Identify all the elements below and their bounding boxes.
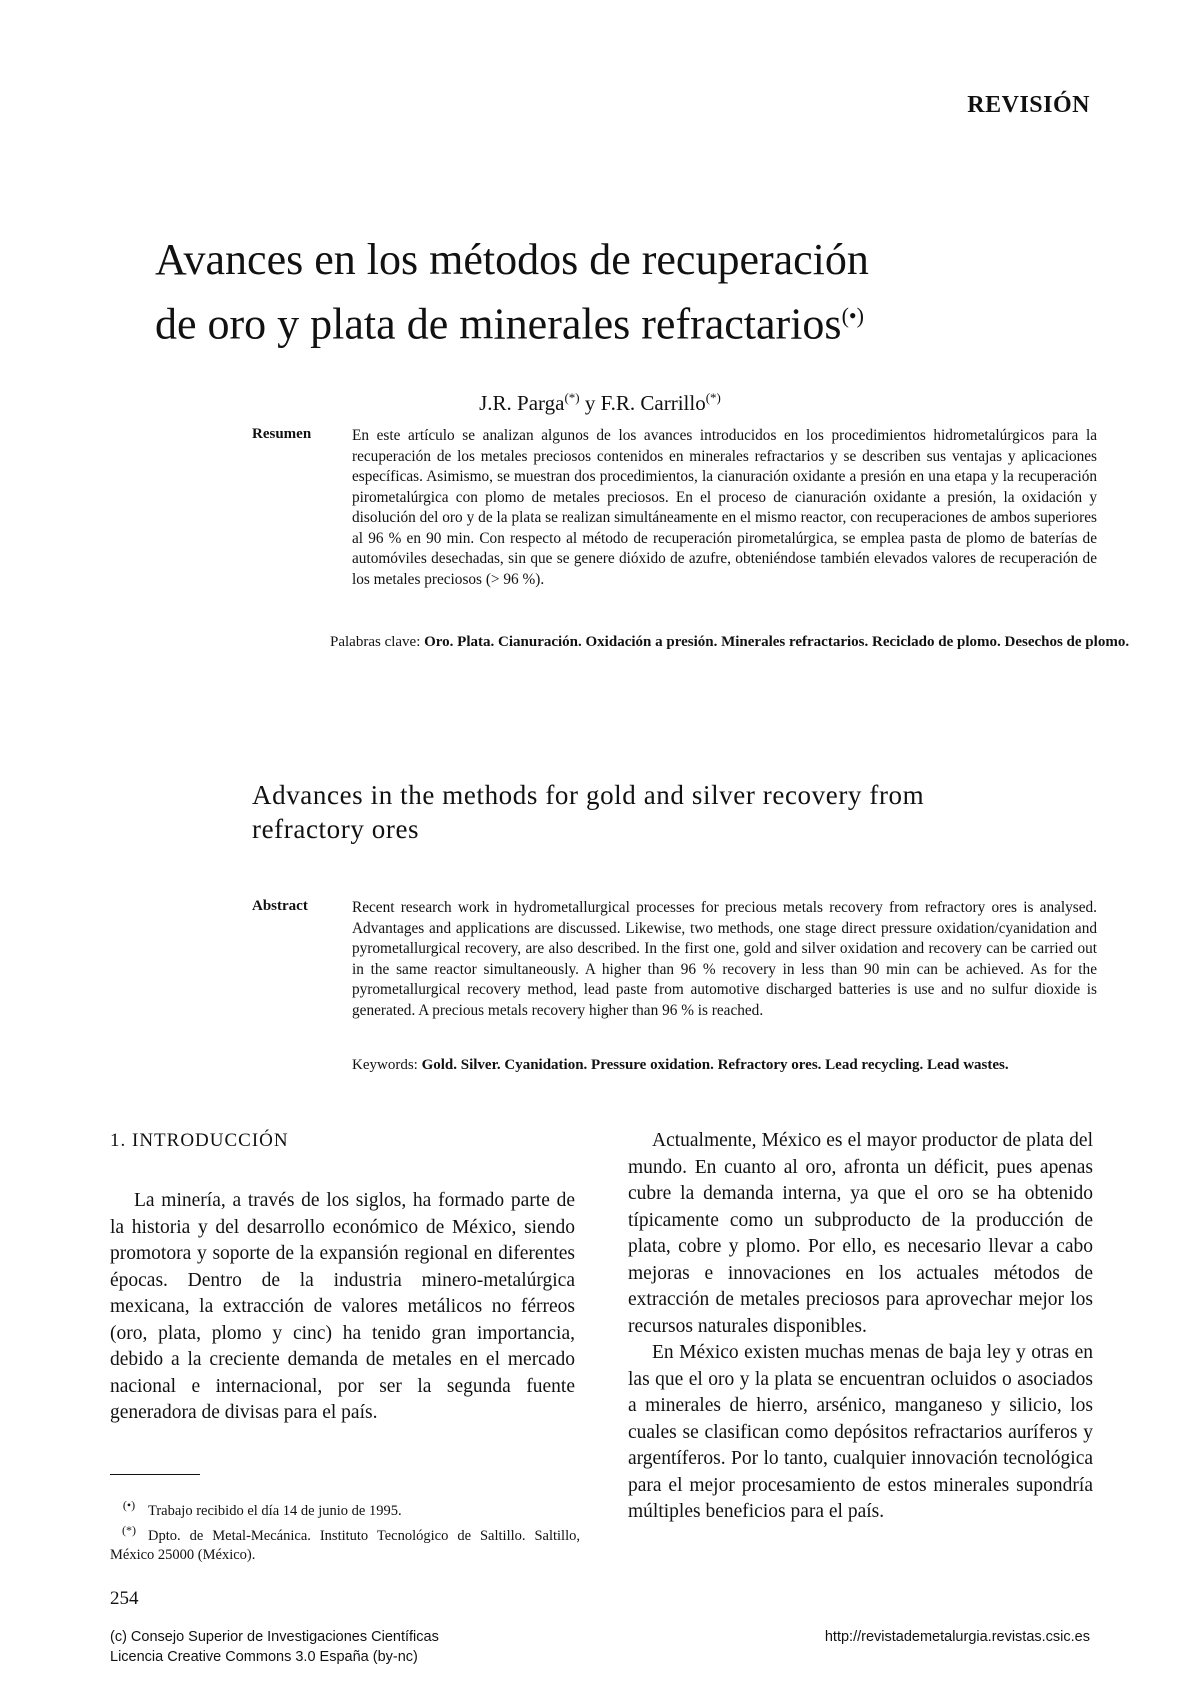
- section-tag: REVISIÓN: [967, 92, 1090, 118]
- section-heading: 1. INTRODUCCIÓN: [110, 1130, 289, 1151]
- author-1-mark: (*): [564, 390, 580, 405]
- article-title-spanish: [155, 232, 1105, 353]
- resumen-label: Resumen: [252, 426, 312, 442]
- palabras-clave-label: Palabras clave:: [330, 634, 421, 650]
- left-column: [110, 1188, 575, 1427]
- keywords: [352, 1055, 1192, 1075]
- article-title-english: [252, 778, 1102, 846]
- footnote-2: [110, 1521, 580, 1565]
- footnote-1-text: Trabajo recibido el día 14 de junio de 1995.: [148, 1502, 402, 1519]
- resumen-block: [252, 426, 1097, 590]
- title-footnote-mark: (•): [841, 303, 864, 328]
- intro-paragraph-2: Actualmente, México es el mayor productor de plata del mundo. En cuanto al oro, afronta un déficit, pues apenas cubre la demanda interna, ya que el oro se ha obtenido típicamente como un subproducto de la producción de plata, cobre y plomo. Por ello, es necesario llevar a cabo mejoras e innovaciones en los actuales métodos de extracción de metales preciosos para aprovechar mejor los recursos naturales disponibles.: [628, 1130, 1093, 1337]
- palabras-clave: [330, 632, 1192, 652]
- right-column: [628, 1128, 1093, 1526]
- title-es-line1: Avances en los métodos de recuperación: [155, 235, 869, 284]
- abstract-block: [252, 898, 1097, 1021]
- footnote-2-mark: (*): [122, 1522, 136, 1537]
- abstract-label: Abstract: [252, 898, 308, 914]
- author-2: F.R. Carrillo: [600, 391, 706, 415]
- resumen-text: En este artículo se analizan algunos de los avances introducidos en los procedimientos hidrometalúrgicos para la recuperación de los metales preciosos contenidos en minerales refractarios y se describen sus ventajas y aplicaciones específicas. Asimismo, se muestran dos procedimientos, la cianuración oxidante a presión en una etapa y la recuperación pirometalúrgica con plomo de metales preciosos. En el proceso de cianuración oxidante a presión, la oxidación y disolución del oro y de la plata se realizan simultáneamente en el mismo reactor, con recuperaciones de ambos superiores al 96 % en 90 min. Con respecto al método de recuperación pirometalúrgica, se emplea pasta de plomo de baterías de automóviles desechadas, sin que se genere dióxido de azufre, obteniéndose también elevados valores de recuperación de los metales preciosos (> 96 %).: [352, 427, 1097, 588]
- keywords-list: Gold. Silver. Cyanidation. Pressure oxidation. Refractory ores. Lead recycling. Lead wastes.: [421, 1057, 1009, 1073]
- license-notice: [110, 1627, 439, 1667]
- page-number: 254: [110, 1588, 139, 1609]
- footnote-divider: [110, 1474, 200, 1475]
- palabras-clave-list: Oro. Plata. Cianuración. Oxidación a presión. Minerales refractarios. Reciclado de plomo. Desechos de plomo.: [424, 634, 1130, 650]
- intro-paragraph-1: La minería, a través de los siglos, ha formado parte de la historia y del desarrollo económico de México, siendo promotora y soporte de la expansión regional en diferentes épocas. Dentro de la industria minero-metalúrgica mexicana, la extracción de valores metálicos no férreos (oro, plata, plomo y cinc) ha tenido gran importancia, debido a la creciente demanda de metales en el mercado nacional e internacional, por ser la segunda fuente generadora de divisas para el país.: [110, 1190, 575, 1423]
- author-2-mark: (*): [705, 390, 721, 405]
- title-en-line2: refractory ores: [252, 814, 420, 844]
- title-es-line2: de oro y plata de minerales refractarios: [155, 299, 842, 349]
- footnote-1-mark: (•): [122, 1498, 136, 1512]
- footnotes: [110, 1496, 580, 1565]
- authors-line: [0, 390, 1200, 416]
- keywords-label: Keywords:: [352, 1057, 418, 1073]
- title-en-line1: Advances in the methods for gold and silver recovery from: [252, 780, 925, 810]
- authors-connector: y: [579, 391, 601, 415]
- footnote-2-text: Dpto. de Metal-Mecánica. Instituto Tecnológico de Saltillo. Saltillo, México 25000 (México).: [110, 1527, 580, 1563]
- abstract-text: Recent research work in hydrometallurgical processes for precious metals recovery from refractory ores is analysed. Advantages and applications are discussed. Likewise, two methods, one stage direct pressure oxidation/cyanidation and pyrometallurgical recovery, are also described. In the first one, gold and silver oxidation and recovery can be carried out in the same reactor simultaneously. A higher than 96 % recovery in less than 90 min can be achieved. As for the pyrometallurgical recovery method, lead paste from automotive discharged batteries is use and no sulfur dioxide is generated. A precious metals recovery higher than 96 % is reached.: [352, 899, 1097, 1019]
- journal-url[interactable]: http://revistademetalurgia.revistas.csic.es: [824, 1629, 1090, 1645]
- license-line-1: (c) Consejo Superior de Investigaciones Científicas: [110, 1629, 439, 1645]
- author-1: J.R. Parga: [479, 391, 565, 415]
- license-line-2: Licencia Creative Commons 3.0 España (by-nc): [110, 1649, 418, 1665]
- footnote-1: [110, 1496, 580, 1521]
- intro-paragraph-3: En México existen muchas menas de baja ley y otras en las que el oro y la plata se encuentran ocluidos o asociados a minerales de hierro, arsénico, manganeso y silicio, los cuales se clasifican como depósitos refractarios auríferos y argentíferos. Por lo tanto, cualquier innovación tecnológica para el mejor procesamiento de estos minerales supondría múltiples beneficios para el país.: [628, 1342, 1093, 1522]
